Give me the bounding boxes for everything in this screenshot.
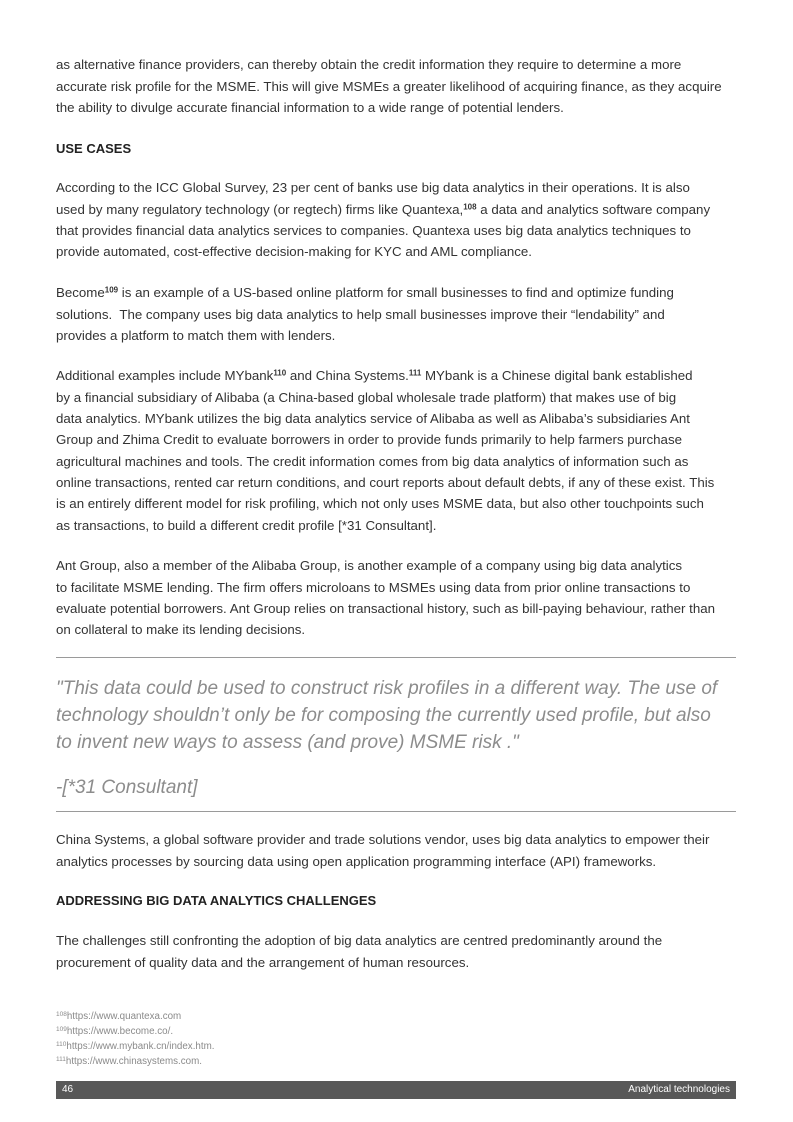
footnote-marker: 109 [104, 285, 119, 295]
text-line: as alternative finance providers, can thereby obtain the credit information they require to determine a more [56, 57, 682, 73]
text-line: data analytics. MYbank utilizes the big data analytics service of Alibaba as well as Alibaba’s subsidiaries Ant [56, 410, 690, 426]
page-number: 46 [62, 1084, 74, 1095]
footnote-marker: 110 [273, 368, 287, 378]
text-line: "This data could be used to construct risk profiles in a different way. The use of [56, 677, 718, 699]
paragraph-icc-survey [56, 177, 736, 262]
footnote-url: https://www.mybank.cn/index.htm. [66, 1040, 215, 1052]
footnote-number: 111 [56, 1055, 66, 1063]
footnote-item [56, 1009, 736, 1024]
text-line: provide automated, cost-effective decision-making for KYC and AML compliance. [56, 244, 532, 260]
text-line: to facilitate MSME lending. The firm offers microloans to MSMEs using data from prior online transactions to [56, 579, 691, 595]
footnote-number: 110 [56, 1040, 67, 1048]
text-line: as transactions, to build a different credit profile [*31 Consultant]. [56, 517, 437, 533]
text-line: used by many regulatory technology (or regtech) firms like Quantexa,$^{108}$ a data and analytics software company [56, 201, 711, 217]
quote-divider-top [56, 657, 736, 658]
section-heading-use-cases: USE CASES [56, 141, 132, 157]
footnotes [56, 1009, 736, 1069]
text-line: the ability to divulge accurate financial information to a wide range of potential lenders. [56, 99, 564, 115]
paragraph-additional-examples [56, 365, 736, 536]
text-line: Additional examples include MYbank$^{110}$ and China Systems.$^{111}$ MYbank is a Chinese digital bank established [56, 368, 693, 384]
text-line: solutions. The company uses big data analytics to help small businesses improve their “lendability” and [56, 306, 665, 322]
text-line: According to the ICC Global Survey, 23 per cent of banks use big data analytics in their operations. It is also [56, 180, 690, 196]
footnote-marker: 111 [408, 368, 422, 378]
text-line: evaluate potential borrowers. Ant Group relies on transactional history, such as bill-paying behaviour, rather than [56, 600, 716, 616]
text-line: China Systems, a global software provider and trade solutions vendor, uses big data analytics to empower their [56, 832, 710, 848]
paragraph-challenges [56, 930, 736, 973]
text-line: agricultural machines and tools. The credit information comes from big data analytics of information such as [56, 453, 689, 469]
section-heading-challenges: ADDRESSING BIG DATA ANALYTICS CHALLENGES [56, 893, 377, 909]
text-line: Group and Zhima Credit to evaluate borrowers in order to provide funds primarily to help farmers purchase [56, 432, 682, 448]
text-line: is an entirely different model for risk profiling, which not only uses MSME data, but also other touchpoints such [56, 496, 704, 512]
paragraph-ant-group [56, 555, 736, 640]
footnote-item [56, 1024, 736, 1039]
text-line: online transactions, rented car return conditions, and court reports about default debts, if any of these exist. This [56, 475, 715, 491]
footnote-url: https://www.become.co/. [66, 1025, 174, 1037]
footer-bar [56, 1081, 736, 1099]
footnote-url: https://www.chinasystems.com. [65, 1055, 202, 1067]
text-line: technology shouldn’t only be for composing the currently used profile, but also [56, 704, 711, 726]
text-line: provides a platform to match them with lenders. [56, 327, 336, 343]
text-line: on collateral to make its lending decisions. [56, 622, 306, 638]
paragraph-china-systems [56, 829, 736, 872]
footnote-number: 109 [56, 1025, 67, 1033]
text-line: The challenges still confronting the adoption of big data analytics are centred predominantly around the [56, 933, 663, 949]
text-line: analytics processes by sourcing data using open application programming interface (API) frameworks. [56, 853, 657, 869]
text-line: that provides financial data analytics services to companies. Quantexa uses big data analytics techniques to [56, 222, 691, 238]
text-line: by a financial subsidiary of Alibaba (a China-based global wholesale trade platform) that makes use of big [56, 389, 677, 405]
text-line: Ant Group, also a member of the Alibaba Group, is another example of a company using big data analytics [56, 558, 683, 574]
footnote-marker: 108 [463, 202, 477, 212]
quote-divider-bottom [56, 811, 736, 812]
running-title: Analytical technologies [628, 1084, 730, 1095]
footnote-number: 108 [56, 1010, 67, 1018]
pull-quote [56, 675, 736, 756]
footnote-url: https://www.quantexa.com [66, 1010, 182, 1022]
paragraph-intro [56, 54, 736, 118]
text-line: procurement of quality data and the arrangement of human resources. [56, 954, 470, 970]
text-line: Become$^{109}$ is an example of a US-based online platform for small businesses to find and optimize funding [56, 285, 674, 301]
footnote-item [56, 1039, 736, 1054]
text-line: accurate risk profile for the MSME. This will give MSMEs a greater likelihood of acquiring finance, as they acquire [56, 78, 722, 94]
paragraph-become [56, 282, 736, 346]
quote-attribution: -[*31 Consultant] [56, 776, 198, 798]
text-line: to invent new ways to assess (and prove) MSME risk ." [56, 731, 519, 753]
footnote-item [56, 1054, 736, 1069]
